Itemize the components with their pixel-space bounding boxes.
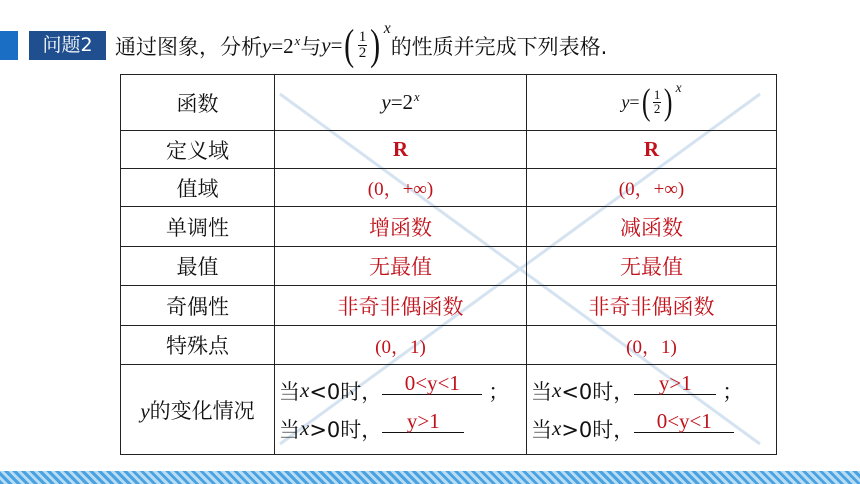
function-1-formula: $y=2^x$ (262, 33, 301, 58)
function-properties-table (120, 74, 777, 455)
row-label: 奇偶性 (121, 286, 275, 326)
cell-value: (0，+∞) (527, 169, 777, 207)
row-label: 单调性 (121, 207, 275, 247)
cell-value: (0，1) (527, 326, 777, 365)
condition-line: 当 x >0时， 0<y<1 (527, 410, 776, 448)
header-function-2: y = ( $\frac{1}{2}$ ) x (527, 75, 777, 131)
condition-line: 当 x <0时， 0<y<1 ； (279, 371, 510, 404)
table-row (121, 286, 777, 326)
cell-value: 无最值 (527, 247, 777, 286)
table-header-row (121, 75, 777, 131)
cell-value: 减函数 (527, 207, 777, 247)
condition-line: 当 x >0时， y>1 (275, 410, 526, 448)
function-2-formula: y = ( $\frac{1}{2}$ ) x (321, 20, 391, 70)
problem-heading (115, 20, 608, 70)
table-row (121, 247, 777, 286)
row-label: 特殊点 (121, 326, 275, 365)
cell-value: R (527, 131, 777, 169)
row-label: y的变化情况 (121, 365, 275, 455)
footer-stripe (0, 471, 860, 484)
cell-value: 无最值 (275, 247, 527, 286)
table-row (121, 131, 777, 169)
cell-y-behavior-1 (275, 365, 527, 455)
row-label: 值域 (121, 169, 275, 207)
row-label: 定义域 (121, 131, 275, 169)
table-row (121, 326, 777, 365)
answer-blank: y>1 (634, 372, 716, 395)
row-label: 最值 (121, 247, 275, 286)
condition-line: 当 x <0时， y>1 ； (531, 371, 744, 404)
problem-tag: 问题2 (29, 31, 106, 60)
answer-blank: y>1 (382, 410, 464, 433)
heading-text-post: 的性质并完成下列表格. (390, 35, 608, 59)
table-row (121, 207, 777, 247)
heading-and: 与 (300, 35, 322, 59)
heading-text-pre: 通过图象，分析 (115, 35, 262, 59)
cell-value: 非奇非偶函数 (275, 286, 527, 326)
answer-blank: 0<y<1 (634, 410, 734, 433)
header-function-1: $y=2^x$ (275, 75, 527, 131)
accent-bar (0, 31, 18, 60)
cell-value: R (275, 131, 527, 169)
cell-value: (0，+∞) (275, 169, 527, 207)
table-row (121, 169, 777, 207)
cell-value: (0，1) (275, 326, 527, 365)
cell-value: 增函数 (275, 207, 527, 247)
cell-y-behavior-2 (527, 365, 777, 455)
table-row (121, 365, 777, 455)
cell-value: 非奇非偶函数 (527, 286, 777, 326)
header-function: 函数 (121, 75, 275, 131)
answer-blank: 0<y<1 (382, 372, 482, 395)
